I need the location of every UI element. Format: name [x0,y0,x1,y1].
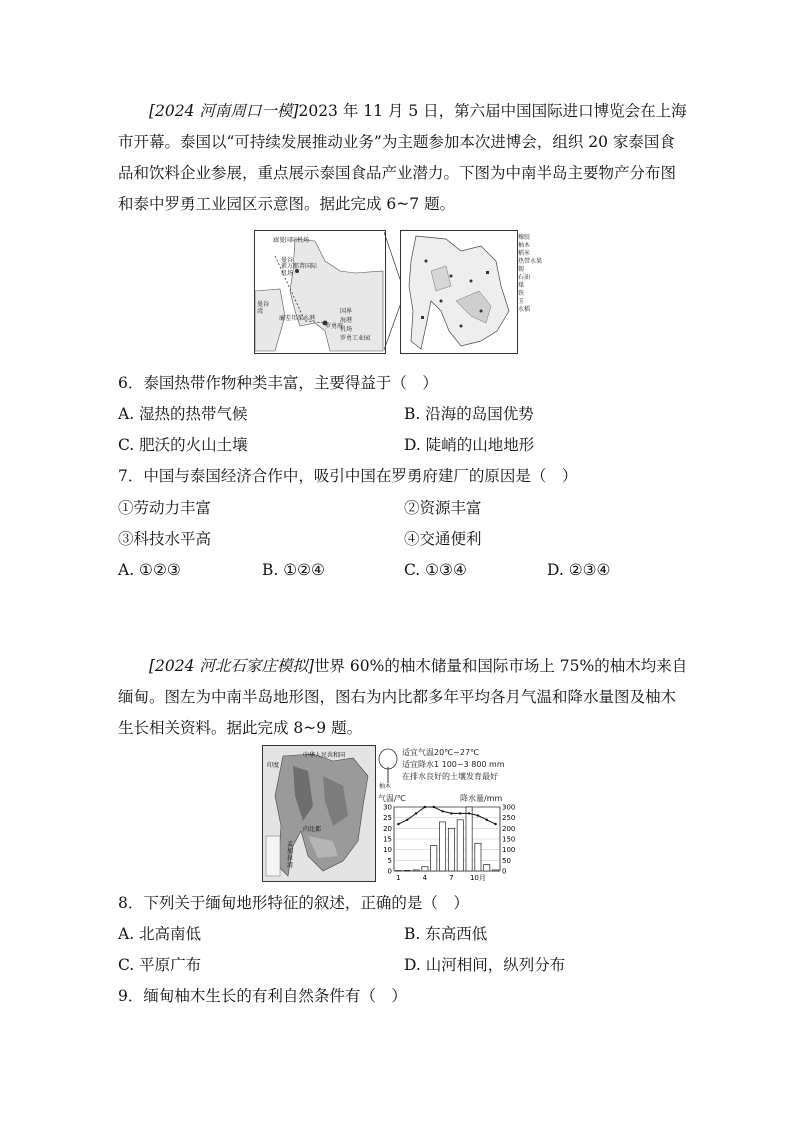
climate-chart [378,803,528,883]
temp-point [424,806,426,808]
q7-statement-4: ④交通便利 [404,530,482,548]
label-bangkok: 曼谷 [281,257,294,264]
label-deep-water-port: 廉差邦深水港 [279,315,316,322]
q7-statement-3: ③科技水平高 [118,530,212,548]
temp-point [433,806,435,808]
label-gulf-of-bangkok: 曼谷湾 [257,301,270,315]
passage-1-text: 2023 年 11 月 5 日，第六届中国国际进口博览会在上海市开幕。泰国以“可持续发展推动业务”为主题参加本次进博会，组织 20 家泰国食品和饮料企业参展，重点展示泰国食品产业潜力。下图为中南半岛主要物产分布图和泰中罗勇工业园区示意图。据此完成 6~7 题。 [118,102,687,213]
passage-2-text: 世界 60%的柚木储量和国际市场上 75%的柚木均来自缅甸。图左为中南半岛地形图，图右为内比都多年平均各月气温和降水量图及柚木生长相关资料。据此完成 8~9 题。 [118,657,688,737]
figure-2 [262,745,537,885]
precip-tick-label: 50 [502,856,511,865]
temp-point [494,823,496,825]
temp-point [477,814,479,816]
legend-oil: 石油 [518,274,531,281]
x-tick-label: 1 [396,874,401,882]
precip-tick-label: 0 [502,867,507,876]
x-tick-label: 7 [449,874,454,882]
teak-note-temp: 适宜气温20℃~27℃ [402,748,480,757]
q8-option-b[interactable]: B. 东高西低 [404,925,488,943]
temp-point [468,812,470,814]
teak-note-precip: 适宜降水1 100~3 800 mm [402,760,505,769]
rayong-industrial-park-map [254,230,386,354]
precip-bar [475,843,481,871]
passage-2-source: [2024 河北石家庄模拟] [149,657,314,675]
temp-point [486,819,488,821]
teak-note-soil: 在排水良好的土壤发育最好 [402,772,498,781]
products-legend [518,234,543,314]
temp-tick-label: 15 [383,835,392,844]
q6-option-c[interactable]: C. 肥沃的火山土壤 [118,436,248,454]
precip-tick-label: 250 [502,814,516,823]
precip-bar [466,807,472,871]
temp-point [406,819,408,821]
chart-ylabel-right: 降水量/mm [460,794,503,803]
legend-rice: 稻米 [518,250,531,257]
q6-option-d[interactable]: D. 陡峭的山地地形 [404,436,535,454]
figure-1 [254,230,543,355]
q7-option-c[interactable]: C. ①③④ [404,561,467,579]
legend-iron: 铁 [518,290,525,297]
q8-stem: 8．下列关于缅甸地形特征的叙述，正确的是（ ） [118,894,469,912]
label-don-mueang-airport: 廊曼国际机场 [273,237,310,244]
temp-tick-label: 0 [387,867,392,876]
q7-option-b[interactable]: B. ①②④ [262,561,325,579]
q8-option-c[interactable]: C. 平原广布 [118,956,202,974]
q7-option-a[interactable]: A. ①②③ [118,561,181,579]
passage-1-source: [2024 河南周口一模] [149,102,299,120]
legend-airport: 机场 [340,326,353,333]
indochina-terrain-map [262,745,376,882]
precip-bar [439,822,445,871]
q8-option-d[interactable]: D. 山河相间，纵列分布 [404,956,566,974]
x-tick-label: 10月 [469,874,486,882]
precip-bar [422,867,428,871]
temp-point [441,810,443,812]
legend-tropical-fruit: 热带水果 [518,258,543,265]
temp-line [398,807,495,824]
legend-jade: 玉 [518,298,525,305]
terrain-map-drawing [263,746,375,881]
temp-tick-label: 10 [383,846,392,855]
precip-bar [457,820,463,871]
label-india: 印度 [267,762,280,769]
legend-coal: 煤 [518,282,525,289]
precip-bar [413,870,419,871]
precip-tick-label: 200 [502,824,516,833]
label-prc: 中华人民共和国 [303,752,346,759]
map1-legend [340,306,382,342]
legend-border: 国界 [340,308,353,315]
label-naypyidaw: 内比都 [303,826,322,833]
q8-option-a[interactable]: A. 北高南低 [118,925,202,943]
q6-stem: 6．泰国热带作物种类丰富，主要得益于（ ） [118,374,438,392]
precip-tick-label: 300 [502,803,516,812]
temp-point [459,812,461,814]
passage-1 [118,96,690,220]
indochina-map-drawing [401,231,517,353]
label-suvarnabhumi-airport: 素万那普国际机场 [281,263,318,277]
indochina-products-map [400,230,518,354]
precip-bar [431,845,437,871]
temp-point [415,812,417,814]
temp-tick-label: 5 [387,856,392,865]
precip-tick-label: 150 [502,835,516,844]
q7-option-d[interactable]: D. ②③④ [547,561,611,579]
q9-stem: 9．缅甸柚木生长的有利自然条件有（ ） [118,987,407,1005]
legend-teak: 柚木 [518,242,531,249]
q7-statement-1: ①劳动力丰富 [118,499,212,517]
teak-label: 柚木 [379,783,392,790]
q6-option-b[interactable]: B. 沿海的岛国优势 [404,405,534,423]
legend-paddy: 水稻 [518,306,531,313]
precip-bar [492,870,498,871]
chart-ylabel-left: 气温/℃ [378,794,406,803]
legend-rubber: 橡胶 [518,234,531,241]
x-tick-label: 4 [422,874,428,882]
temp-point [450,812,452,814]
precip-tick-label: 100 [502,846,516,855]
legend-port: 海港 [340,317,353,324]
temp-point [397,823,399,825]
precip-bar [484,865,490,871]
q6-option-a[interactable]: A. 湿热的热带气候 [118,405,248,423]
passage-2 [118,651,690,744]
precip-bar [404,870,410,871]
q7-stem: 7．中国与泰国经济合作中，吸引中国在罗勇府建厂的原因是（ ） [118,467,578,485]
label-rayong: 罗勇府 [325,323,344,330]
precip-bar [448,828,454,871]
temp-tick-label: 20 [383,824,392,833]
legend-tin: 锡 [518,266,525,273]
label-bay-of-bengal: 孟加拉湾 [287,841,294,869]
legend-industrial-park: 罗勇工业园 [340,335,371,342]
temp-tick-label: 25 [383,814,392,823]
q7-statement-2: ②资源丰富 [404,499,482,517]
temp-tick-label: 30 [383,803,392,812]
